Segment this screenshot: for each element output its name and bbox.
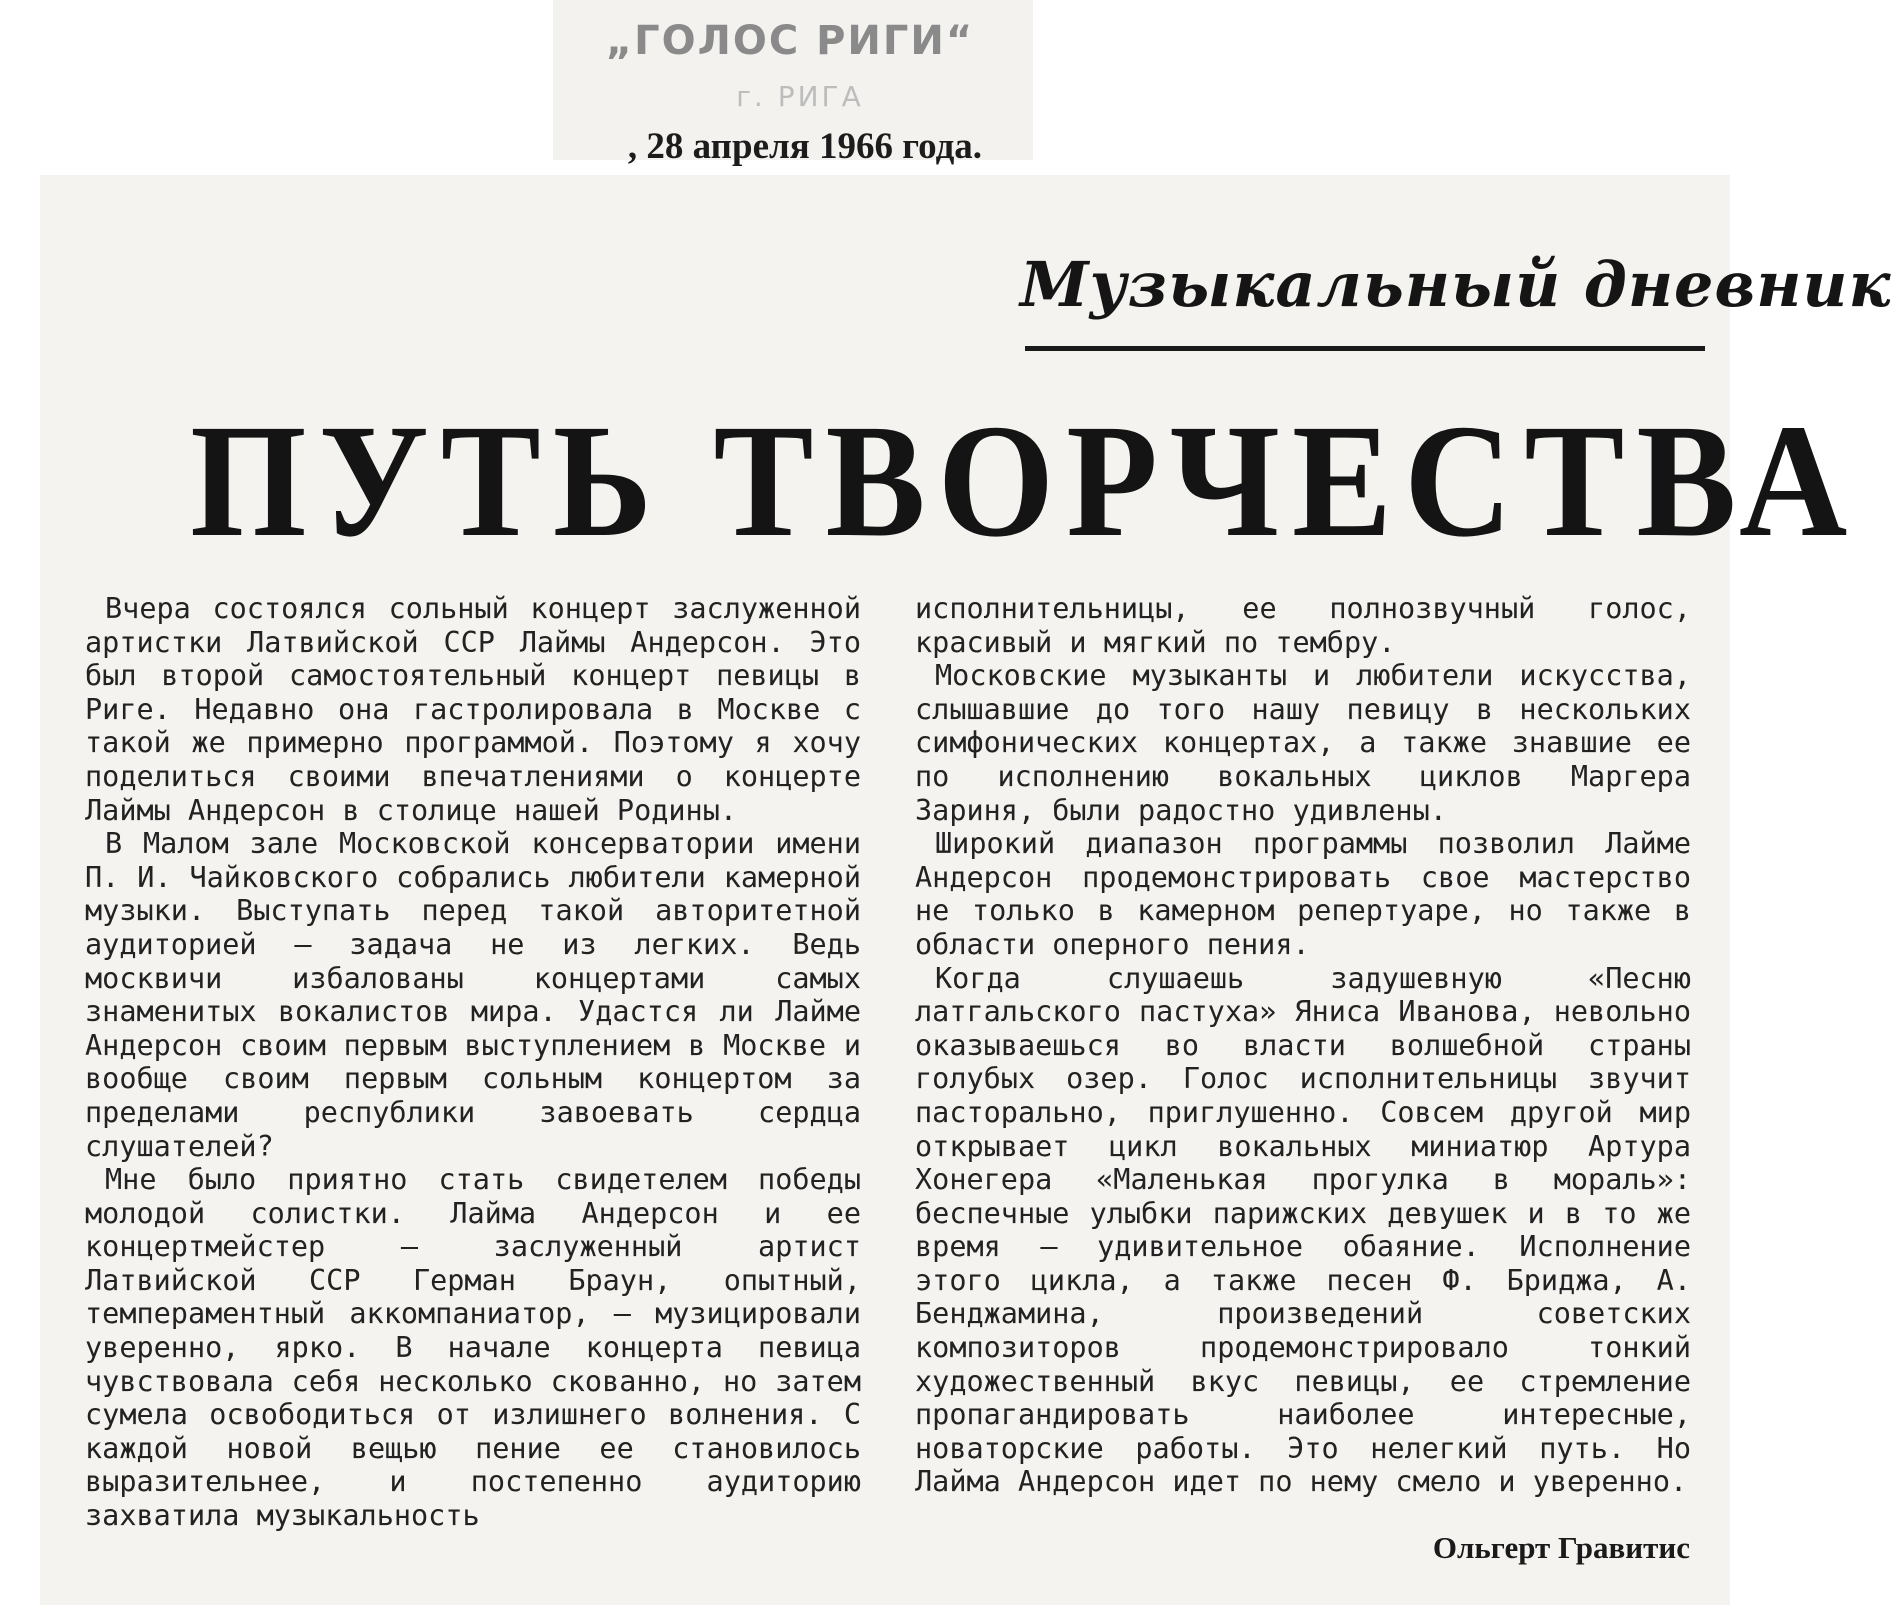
dateline: , 28 апреля 1966 года. xyxy=(627,126,983,167)
paragraph: Московские музыканты и любители искусства, слышавшие до того нашу певицу в нескольких симфонических концертах, а также знавшие ее по исполнению вокальных циклов Маргера Зариня, были радостно удивлены. xyxy=(915,659,1691,827)
paragraph: Когда слушаешь задушевную «Песню латгальского пастуха» Яниса Иванова, невольно оказываешься во власти волшебной страны голубых озер. Голос исполнительницы звучит пасторально, приглушенно. Совсем другой мир открывает цикл вокальных миниатюр Артура Хонегера «Маленькая прогулка в мораль»: беспечные улыбки парижских девушек и в то же время — удивительное обаяние. Исполнение этого цикла, а также песен Ф. Бриджа, А. Бенджамина, произведений советских композиторов продемонстрировало тонкий художественный вкус певицы, ее стремление пропагандировать наиболее интересные, новаторские работы. Это нелегкий путь. Но Лайма Андерсон идет по нему смело и уверенно. xyxy=(915,961,1691,1499)
article-column-right xyxy=(915,592,1691,1499)
article-column-left xyxy=(85,592,861,1533)
paragraph: Вчера состоялся сольный концерт заслуженной артистки Латвийской ССР Лаймы Андерсон. Это был второй самостоятельный концерт певицы в Риге. Недавно она гастролировала в Москве с такой же примерно программой. Поэтому я хочу поделиться своими впечатлениями о концерте Лаймы Андерсон в столице нашей Родины. xyxy=(85,592,861,827)
paragraph: В Малом зале Московской консерватории имени П. И. Чайковского собрались любители камерной музыки. Выступать перед такой авторитетной аудиторией — задача не из легких. Ведь москвичи избалованы концертами самых знаменитых вокалистов мира. Удастся ли Лайме Андерсон своим первым выступлением в Москве и вообще своим первым сольным концертом за пределами республики завоевать сердца слушателей? xyxy=(85,827,861,1163)
rubric-title: Музыкальный дневник xyxy=(1020,248,1891,321)
author-byline: Ольгерт Гравитис xyxy=(1432,1530,1690,1565)
newspaper-stamp: „ГОЛОС РИГИ“ xyxy=(605,18,975,64)
paragraph: Мне было приятно стать свидетелем победы молодой солистки. Лайма Андерсон и ее концертмейстер — заслуженный артист Латвийской ССР Герман Браун, опытный, темпераментный аккомпаниатор, — музицировали уверенно, ярко. В начале концерта певица чувствовала себя несколько скованно, но затем сумела освободиться от излишнего волнения. С каждой новой вещью пение ее становилось выразительнее, и постепенно аудиторию захватила музыкальность xyxy=(85,1163,861,1533)
paragraph: Широкий диапазон программы позволил Лайме Андерсон продемонстрировать свое мастерство не только в камерном репертуаре, но также в области оперного пения. xyxy=(915,827,1691,961)
paragraph: исполнительницы, ее полнозвучный голос, красивый и мягкий по тембру. xyxy=(915,592,1691,659)
rubric-underline xyxy=(1025,346,1705,351)
stamp-city: г. РИГА xyxy=(736,80,864,113)
article-headline: ПУТЬ ТВОРЧЕСТВА xyxy=(190,391,1860,571)
